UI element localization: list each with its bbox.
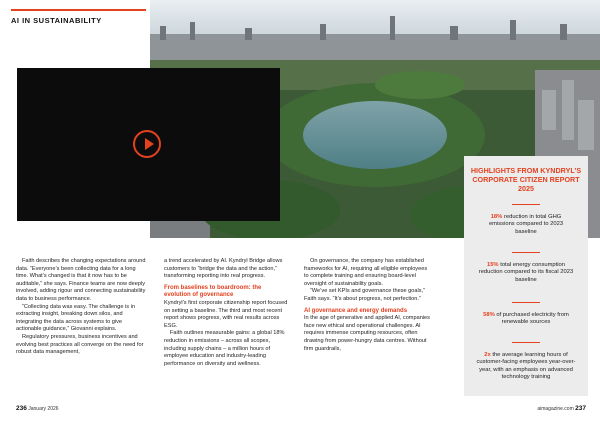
stat-value: 58% <box>483 312 495 318</box>
stat-value: 2x <box>484 352 491 358</box>
stat-text: of purchased electricity from renewable sources <box>496 312 569 326</box>
highlights-sidebar <box>464 156 588 396</box>
paragraph: In the age of generative and applied AI, companies face new ethical and operational challenges. AI requires immense computing resources, often drawing from power-hungry data centres. Without firm guardrails, <box>304 315 430 352</box>
body-column-2 <box>164 258 288 368</box>
paragraph: On governance, the company has established frameworks for AI, requiring all eligible employees to complete training and ensuring board-level oversight of sustainability goals. <box>304 258 428 287</box>
stat-item <box>478 262 574 284</box>
stat-text: the average learning hours of customer-facing employees year-over-year, with an emphasis on advanced technology training <box>476 352 576 381</box>
site-url: aimagazine.com <box>537 406 574 412</box>
paragraph: Regulatory pressures, business incentives and evolving best practices all converge on the need for robust data management, <box>16 333 144 356</box>
paragraph: a trend accelerated by AI. Kyndryl Bridge allows customers to “bridge the data and the action,” transforming reporting into real progress. <box>164 258 283 280</box>
body-column-3 <box>304 258 430 353</box>
stat-text: total energy consumption reduction compared to its fiscal 2023 baseline <box>478 262 574 283</box>
video-player[interactable] <box>17 68 280 221</box>
paragraph: “Collecting data was easy. The challenge is in extracting insight, breaking down silos, and integrating the data across systems to give actionable guidance,” Giovanni explains. <box>16 303 135 333</box>
subheading: From baselines to boardroom: the evolution of governance <box>164 284 262 299</box>
stat-item <box>472 352 580 382</box>
paragraph: Faith outlines measurable gains: a global 18% reduction in emissions – across all scopes, including supply chains – a million hours of employee education and industry-leading performance on diversity and wellness. <box>164 330 285 367</box>
subheading: AI governance and energy demands <box>304 307 408 314</box>
sidebar-title: HIGHLIGHTS FROM KYNDRYL’S CORPORATE CITIZEN REPORT 2025 <box>470 166 582 193</box>
divider <box>512 252 540 253</box>
page-number: 236 <box>16 405 27 412</box>
stat-value: 18% <box>490 214 503 220</box>
stat-text: reduction in total GHG emissions compared to 2023 baseline <box>488 214 564 235</box>
section-title: AI IN SUSTAINABILITY <box>11 16 102 25</box>
divider <box>512 342 540 343</box>
divider <box>512 204 540 205</box>
stat-item <box>478 214 574 236</box>
page-number: 237 <box>575 405 586 412</box>
body-column-1 <box>16 258 146 357</box>
footer-left <box>16 405 59 412</box>
section-header <box>11 9 146 31</box>
paragraph: “We’ve set KPIs and governance these goals,” Faith says. “It’s about progress, not perfection.” <box>304 288 425 302</box>
stat-item <box>478 312 574 327</box>
issue-date: January 2026 <box>28 406 59 412</box>
paragraph: Faith describes the changing expectations around data. “Everyone’s been collecting data for a long time. What’s changed is that it now has to be auditable,” she says. Finance teams are now deeply involved, adding rigour and connecting sustainability data to business performance. <box>16 258 146 302</box>
divider <box>512 302 540 303</box>
play-icon[interactable] <box>133 130 161 158</box>
paragraph: Kyndryl’s first corporate citizenship report focused on setting a baseline. The third and most recent report shows progress, with real results across ESG. <box>164 299 288 329</box>
footer-right <box>537 405 586 412</box>
stat-value: 15% <box>486 262 499 268</box>
